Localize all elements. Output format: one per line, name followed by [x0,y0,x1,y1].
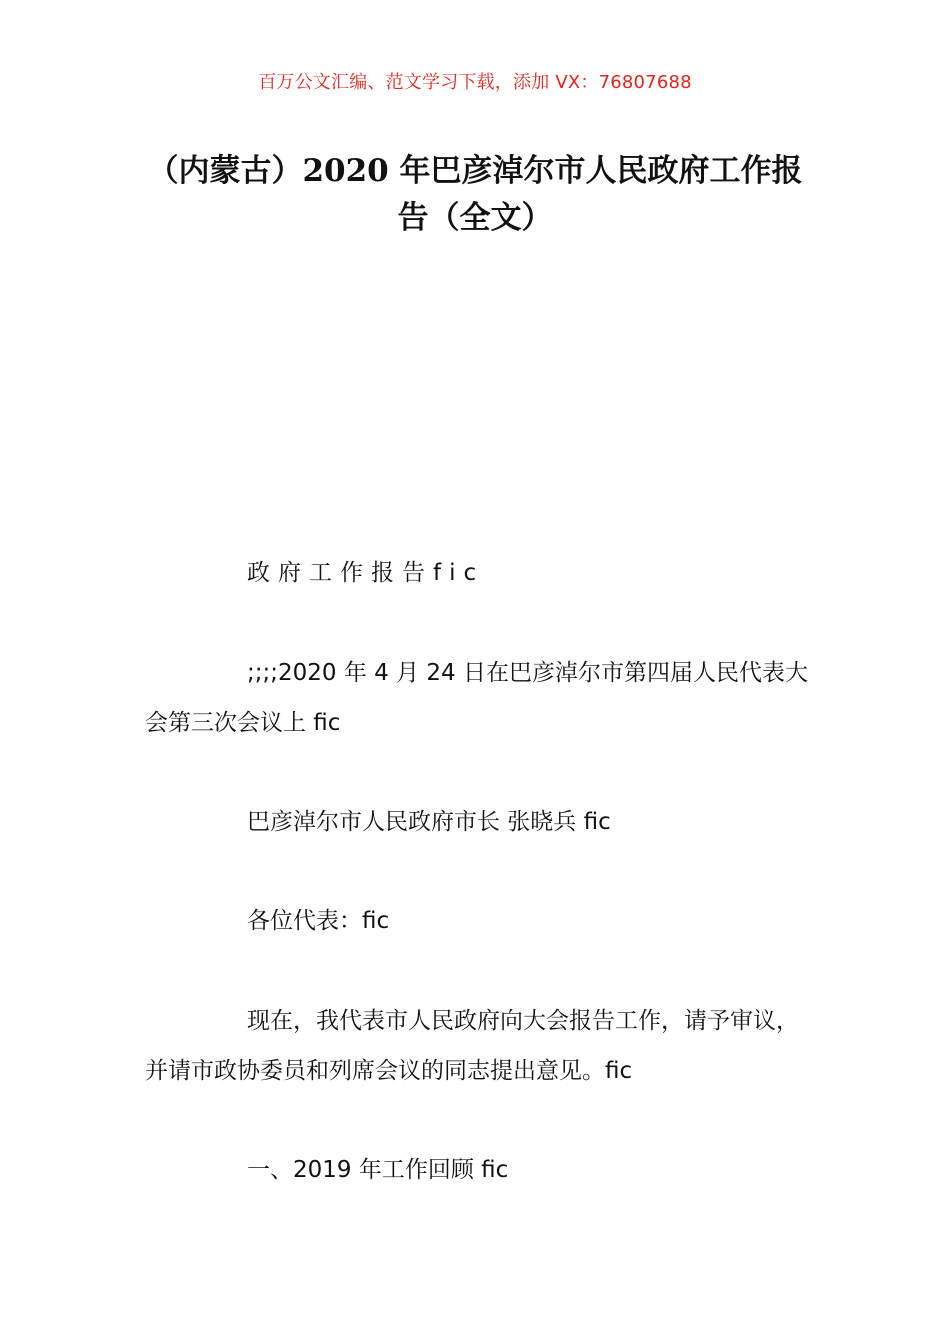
section-heading-2019-review: 一、2019 年工作回顾 fic [247,1157,509,1183]
paragraph-intro: 现在，我代表市人民政府向大会报告工作，请予审议，并请市政协委员和列席会议的同志提出意见。fic [145,1008,799,1084]
document-title: （内蒙古）2020 年巴彦淖尔市人民政府工作报告（全文） [147,153,803,236]
paragraph-salutation: 各位代表：fic [247,908,390,934]
paragraph-meeting-info: ;;;;2020 年 4 月 24 日在巴彦淖尔市第四届人民代表大会第三次会议上 fic [145,660,808,736]
paragraph-report-heading: 政府工作报告fic [247,560,485,586]
paragraph-speaker: 巴彦淖尔市人民政府市长 张晓兵 fic [247,809,611,835]
header-note: 百万公文汇编、范文学习下载，添加 VX：76807688 [258,72,692,93]
